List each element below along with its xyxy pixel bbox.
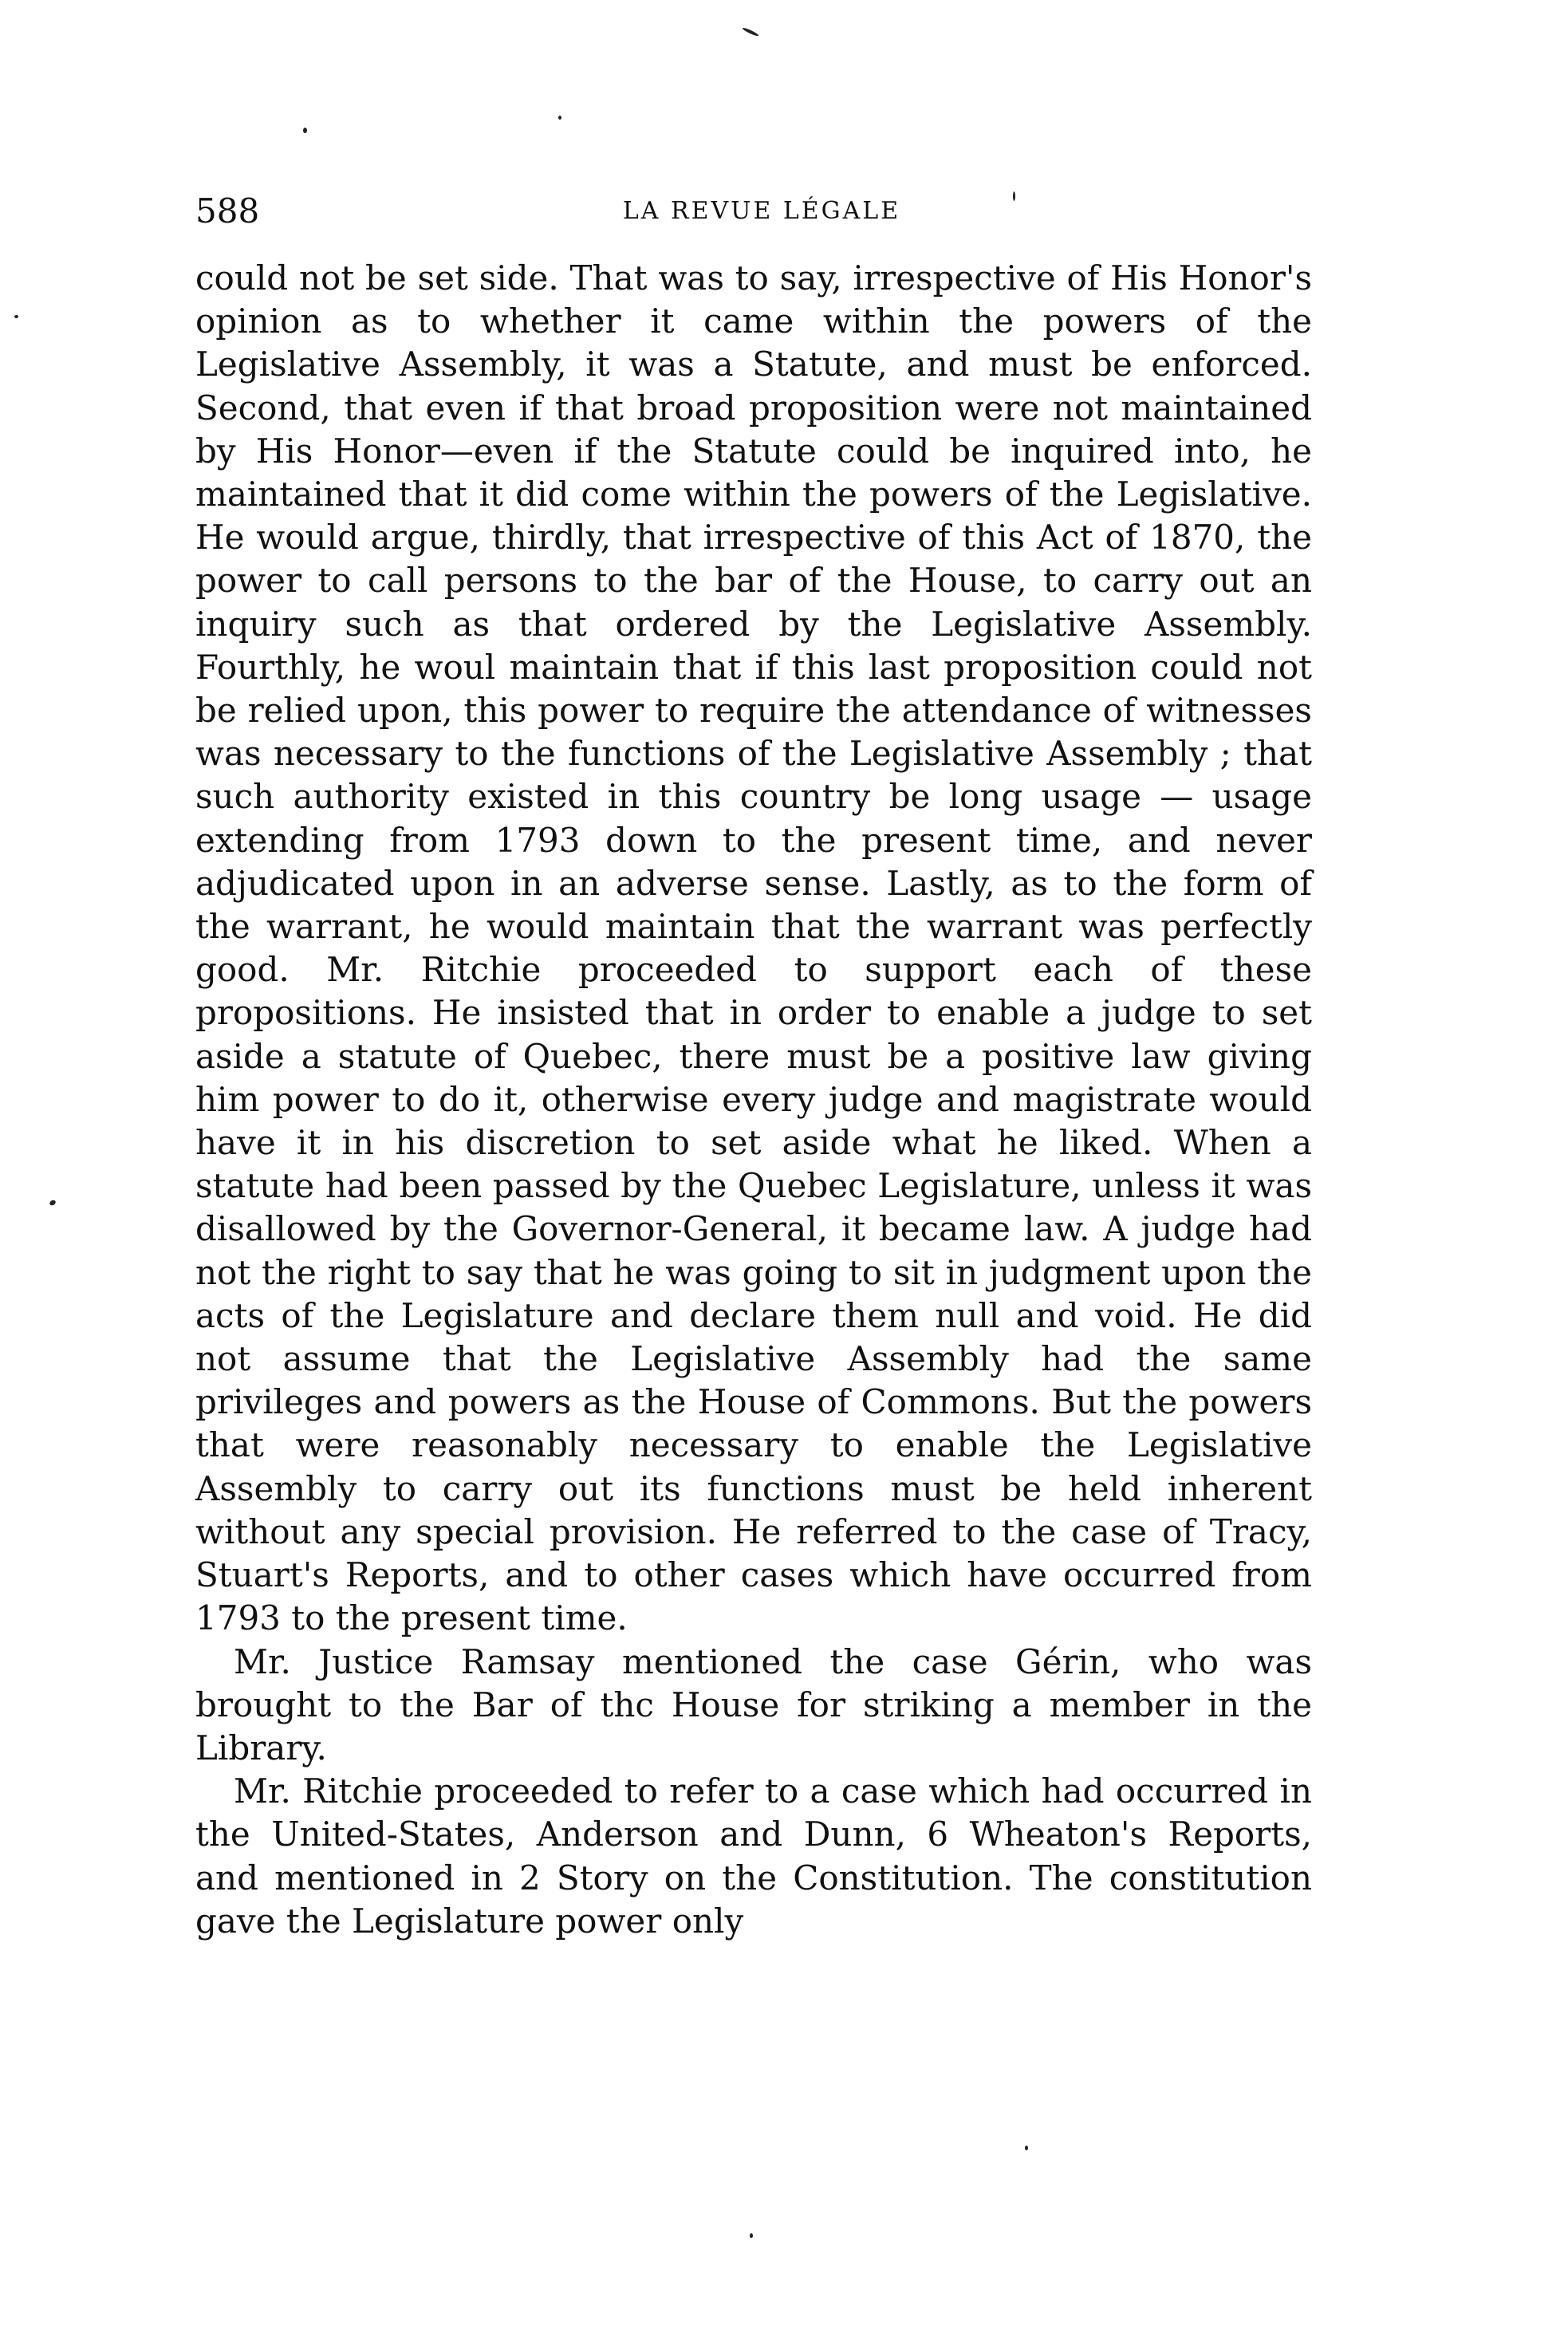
body-text [195,257,1312,1943]
paragraph-3: Mr. Ritchie proceeded to refer to a case which had occurred in the United-States, Anderson and Dunn, 6 Wheaton's Reports, and mentioned in 2 Story on the Constitution. The constitution gave the Legislature power only [195,1771,1312,1941]
scan-speck [750,2233,753,2238]
paragraph-2: Mr. Justice Ramsay mentioned the case Gérin, who was brought to the Bar of thc House for striking a member in the Library. [195,1641,1312,1767]
page-header [195,187,1328,235]
page-number: 588 [195,191,260,231]
scan-speck [1013,191,1015,201]
scan-speck [558,116,561,120]
scan-speck [14,315,18,318]
scan-speck [742,27,759,37]
scan-speck [303,128,307,133]
running-head: LA REVUE LÉGALE [622,197,901,225]
scan-speck [1025,2146,1028,2150]
paragraph-1: could not be set side. That was to say, irrespective of His Honor's opinion as to whether it came within the powers of the Legislative Assembly, it was a Statute, and must be enforced. Second, that even if that broad proposition were not maintained by His Honor—even if the Statute could be inquired into, he maintained that it did come within the powers of the Legislative. He would argue, thirdly, that irrespective of this Act of 1870, the power to call persons to the bar of the House, to carry out an inquiry such as that ordered by the Legislative Assembly. Fourthly, he woul maintain that if this last proposition could not be relied upon, this power to require the attendance of witnesses was necessary to the functions of the Legislative Assembly ; that such authority existed in this country be long usage — usage extending from 1793 down to the present time, and never adjudicated upon in an adverse sense. Lastly, as to the form of the warrant, he would maintain that the warrant was perfectly good. Mr. Ritchie proceeded to support each of these propositions. He insisted that in order to enable a judge to set aside a statute of Quebec, there must be a positive law giving him power to do it, otherwise every judge and magistrate would have it in his discretion to set aside what he liked. When a statute had been passed by the Quebec Legislature, unless it was disallowed by the Governor-General, it became law. A judge had not the right to say that he was going to sit in judgment upon the acts of the Legislature and declare them null and void. He did not assume that the Legislative Assembly had the same privileges and powers as the House of Commons. But the powers that were reasonably necessary to enable the Legislative Assembly to carry out its functions must be held inherent without any special provision. He referred to the case of Tracy, Stuart's Reports, and to other cases which have occurred from 1793 to the present time. [195,258,1312,1638]
scan-speck [49,1199,57,1206]
